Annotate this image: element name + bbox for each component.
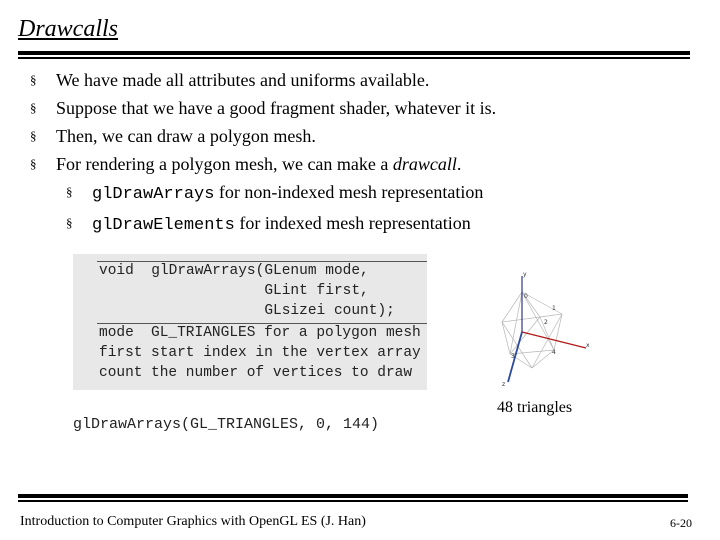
code-signature-box [73, 254, 427, 390]
slide-title: Drawcalls [18, 16, 119, 42]
bullet-marker-icon: § [30, 156, 37, 171]
axis-label-z: z [502, 381, 506, 388]
signature-line: void glDrawArrays(GLenum mode, [99, 263, 369, 279]
param-name: first [99, 345, 143, 361]
emphasis-drawcall: drawcall [392, 154, 457, 174]
vertex-label: 1 [552, 305, 556, 312]
vertex-label: 0 [524, 293, 528, 300]
divider [97, 323, 427, 324]
bullet-marker-icon: § [66, 184, 73, 199]
sphere-mesh-figure [492, 262, 592, 388]
bullet-list [30, 66, 496, 240]
footer-rule-thin [18, 500, 688, 502]
subbullet-item: § glDrawElements for indexed mesh representation [30, 209, 496, 240]
axis-label-x: x [586, 342, 590, 349]
subbullet-item: § glDrawArrays for non-indexed mesh representation [30, 178, 496, 209]
vertex-label: 3 [511, 353, 515, 360]
param-desc: start index in the vertex array [151, 345, 421, 361]
footer-rule-thick [18, 494, 688, 498]
vertex-label: 4 [552, 349, 556, 356]
divider [97, 261, 427, 262]
bullet-item: § We have made all attributes and uniforms available. [30, 66, 496, 94]
axes [508, 276, 586, 382]
bullet-marker-icon: § [30, 72, 37, 87]
bullet-marker-icon: § [30, 100, 37, 115]
param-desc: the number of vertices to draw [151, 365, 413, 381]
axis-label-y: y [523, 271, 527, 278]
bullet-item: § For rendering a polygon mesh, we can make a drawcall. [30, 150, 496, 178]
inline-code: glDrawArrays [92, 185, 215, 204]
inline-code: glDrawElements [92, 216, 235, 235]
vertex-label: 2 [544, 319, 548, 326]
signature-line: GLint first, [99, 283, 369, 299]
figure-caption: 48 triangles [497, 399, 573, 416]
footer-text: Introduction to Computer Graphics with OpenGL ES (J. Han) [20, 514, 366, 529]
title-rule-thin [18, 57, 690, 59]
call-example: glDrawArrays(GL_TRIANGLES, 0, 144) [73, 416, 380, 433]
bullet-item: § Then, we can draw a polygon mesh. [30, 122, 496, 150]
bullet-marker-icon: § [66, 215, 73, 230]
x-axis [522, 332, 586, 348]
signature-line: GLsizei count); [99, 303, 395, 319]
param-name: mode [99, 325, 134, 341]
title-rule-thick [18, 51, 690, 55]
param-desc: GL_TRIANGLES for a polygon mesh [151, 325, 421, 341]
bullet-marker-icon: § [30, 128, 37, 143]
bullet-item: § Suppose that we have a good fragment shader, whatever it is. [30, 94, 496, 122]
param-name: count [99, 365, 143, 381]
page-number: 6-20 [670, 516, 692, 530]
